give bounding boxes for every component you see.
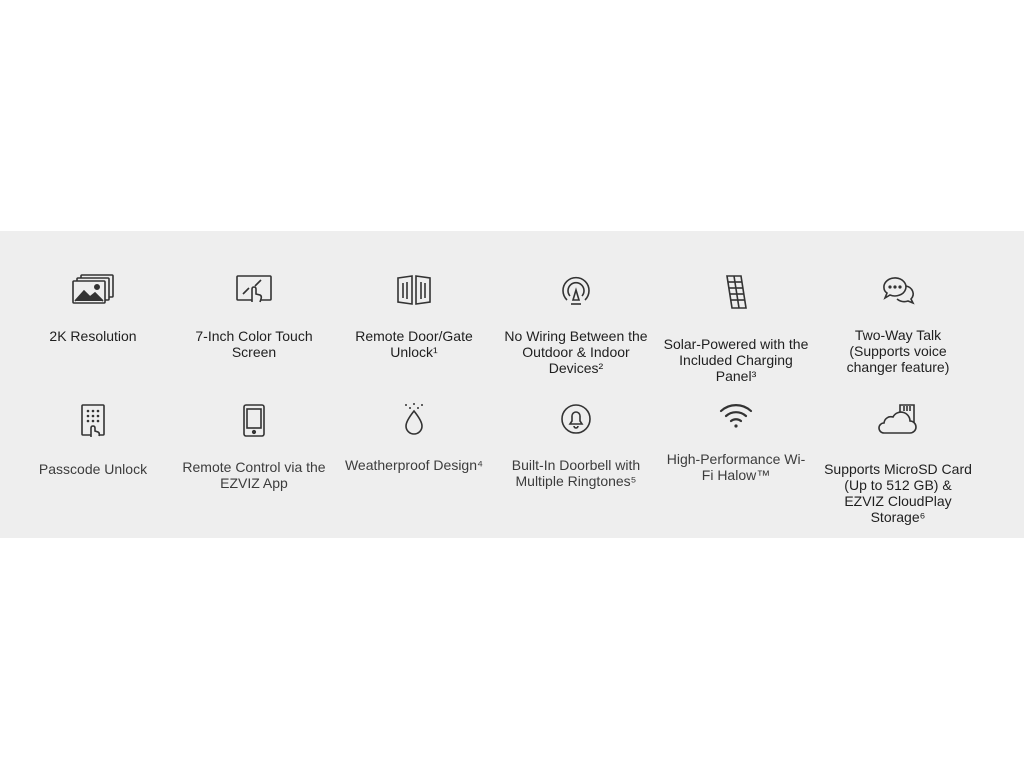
feature-storage	[823, 403, 973, 525]
feature-label: Supports MicroSD Card (Up to 512 GB) & EZVIZ CloudPlay Storage⁶	[824, 461, 972, 525]
feature-no-wiring	[501, 274, 651, 376]
feature-label: Weatherproof Design⁴	[344, 457, 484, 473]
feature-wifi-halow	[661, 403, 811, 483]
features-panel	[0, 231, 1024, 538]
photo-gallery-icon	[71, 274, 115, 306]
feature-passcode-unlock	[18, 403, 168, 477]
feature-label: High-Performance Wi-Fi Halow™	[666, 451, 806, 483]
solar-panel-icon	[721, 274, 751, 310]
feature-label: 7-Inch Color Touch Screen	[195, 328, 313, 360]
feature-remote-control-app	[179, 403, 329, 491]
touch-screen-icon	[235, 274, 273, 304]
wireless-signal-icon	[558, 274, 594, 308]
feature-doorbell	[501, 403, 651, 489]
feature-label: Two-Way Talk (Supports voice changer feature)	[846, 327, 950, 375]
feature-label: Passcode Unlock	[38, 461, 148, 477]
feature-label: Remote Door/Gate Unlock¹	[355, 328, 473, 360]
feature-solar	[661, 274, 811, 384]
smartphone-icon	[241, 403, 267, 439]
feature-two-way-talk	[823, 274, 973, 375]
double-door-icon	[395, 274, 433, 306]
feature-label: 2K Resolution	[49, 328, 137, 344]
water-drop-icon	[398, 403, 430, 435]
feature-2k-resolution	[18, 274, 168, 344]
feature-label: Remote Control via the EZVIZ App	[182, 459, 326, 491]
feature-weatherproof	[339, 403, 489, 473]
feature-label: No Wiring Between the Outdoor & Indoor Devices²	[504, 328, 648, 376]
feature-label: Solar-Powered with the Included Charging Panel³	[663, 336, 809, 384]
feature-label: Built-In Doorbell with Multiple Ringtones⁵	[511, 457, 641, 489]
feature-remote-unlock	[339, 274, 489, 360]
cloud-sd-card-icon	[876, 403, 920, 435]
wifi-icon	[719, 403, 753, 429]
doorbell-icon	[560, 403, 592, 435]
feature-touch-screen	[179, 274, 329, 360]
chat-bubbles-icon	[880, 274, 916, 306]
keypad-icon	[79, 403, 107, 439]
